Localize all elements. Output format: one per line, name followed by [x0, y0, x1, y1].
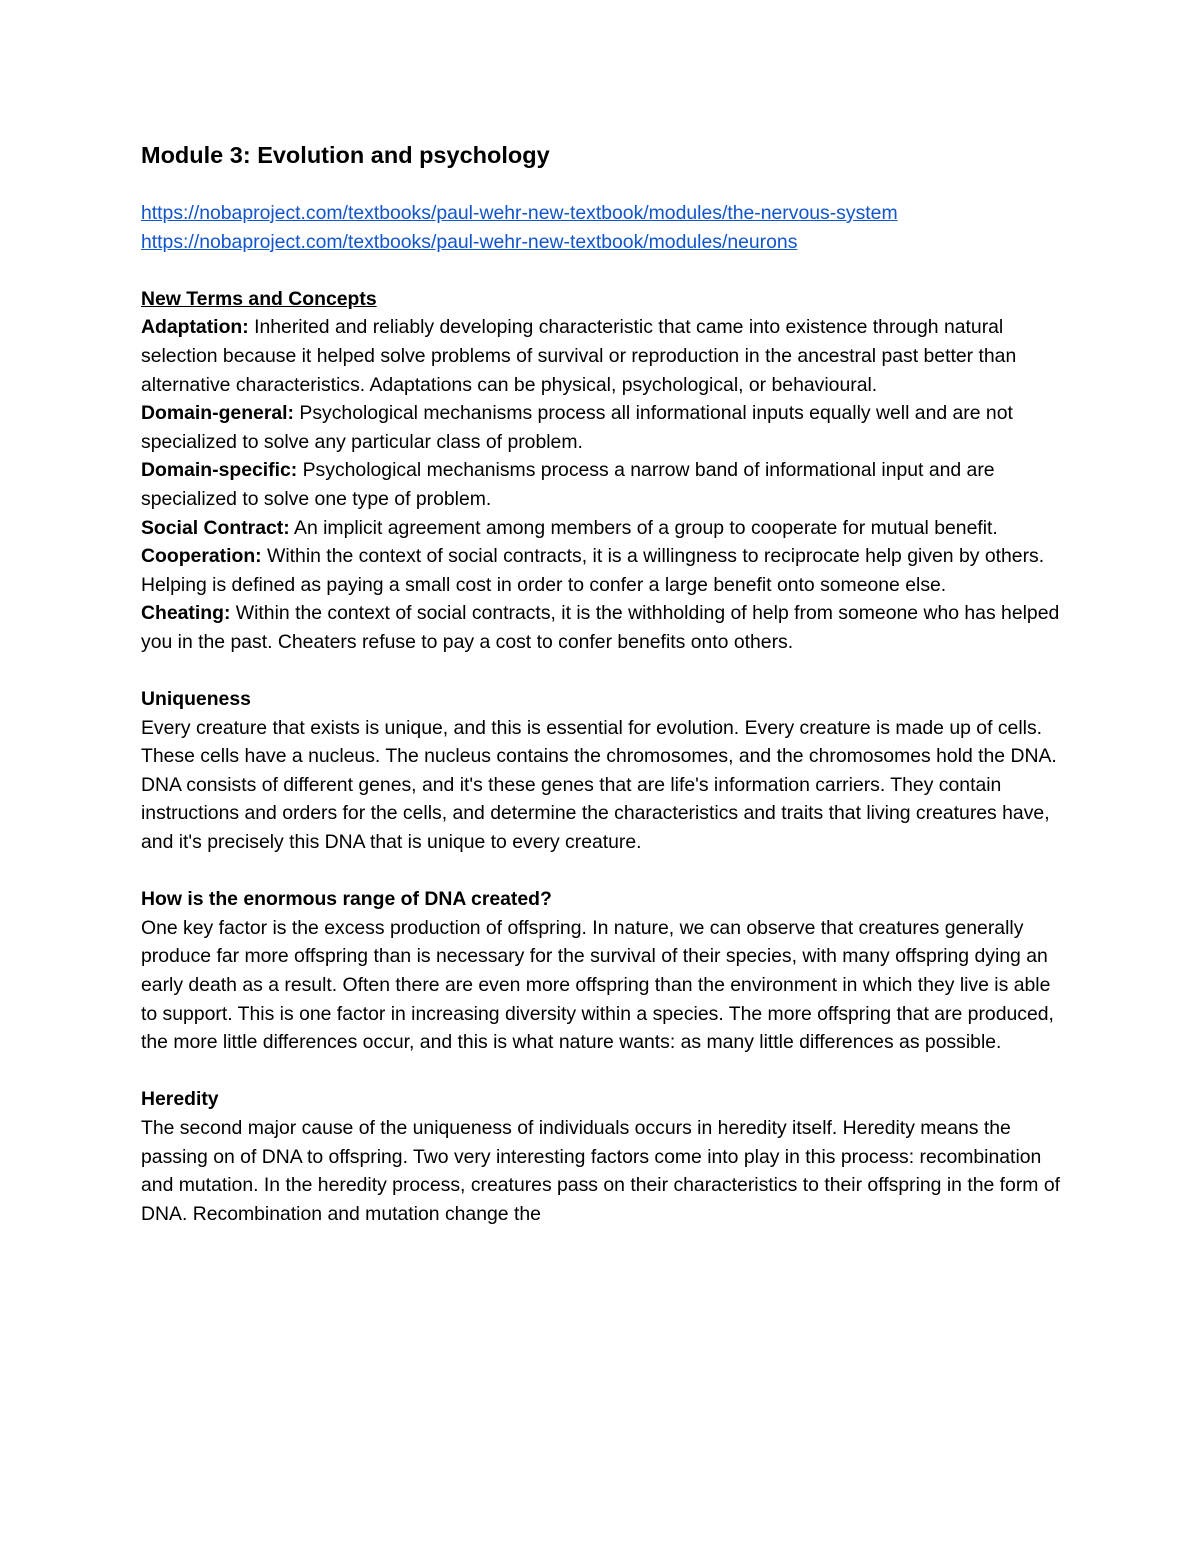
- section-body: Every creature that exists is unique, and this is essential for evolution. Every creature is made up of cells. These cells have a nucleus. The nucleus contains the chromosomes, and the chromosomes hold the DNA. DNA consists of different genes, and it's these genes that are life's information carriers. They contain instructions and orders for the cells, and determine the characteristics and traits that living creatures have, and it's precisely this DNA that is unique to every creature.: [141, 716, 1057, 854]
- section-heading: Heredity: [141, 1088, 219, 1111]
- term-definition: Psychological mechanisms process a narrow band of informational input and are specialized to solve one type of problem.: [141, 459, 995, 510]
- terms-section: [141, 285, 1061, 657]
- spacer: [141, 256, 1061, 285]
- term-label: Domain-general:: [141, 402, 294, 425]
- term-entry: [141, 456, 1061, 513]
- term-entry: [141, 599, 1061, 656]
- section-body: The second major cause of the uniqueness of individuals occurs in heredity itself. Heredity means the passing on of DNA to offspring. Two very interesting factors come into play in this process: recombination and mutation. In the heredity process, creatures pass on their characteristics to their offspring in the form of DNA. Recombination and mutation change the: [141, 1117, 1061, 1225]
- term-entry: [141, 399, 1061, 456]
- document-title: Module 3: Evolution and psychology: [141, 142, 550, 168]
- section-uniqueness: [141, 685, 1061, 857]
- term-label: Cheating:: [141, 602, 231, 625]
- term-entry: [141, 542, 1061, 599]
- link-nervous-system[interactable]: https://nobaproject.com/textbooks/paul-wehr-new-textbook/modules/the-nervous-system: [141, 202, 898, 224]
- term-definition: Psychological mechanisms process all informational inputs equally well and are not specialized to solve any particular class of problem.: [141, 402, 1013, 453]
- term-label: Social Contract:: [141, 516, 290, 539]
- term-definition: An implicit agreement among members of a group to cooperate for mutual benefit.: [289, 516, 998, 539]
- section-heading: Uniqueness: [141, 688, 251, 711]
- spacer: [141, 1057, 1061, 1086]
- section-body: One key factor is the excess production of offspring. In nature, we can observe that creatures generally produce far more offspring than is necessary for the survival of their species, with many offspring dying an early death as a result. Often there are even more offspring than the environment in which they live is able to support. This is one factor in increasing diversity within a species. The more offspring that are produced, the more little differences occur, and this is what nature wants: as many little differences as possible.: [141, 916, 1054, 1054]
- term-definition: Inherited and reliably developing characteristic that came into existence through natural selection because it helped solve problems of survival or reproduction in the ancestral past better than alternative characteristics. Adaptations can be physical, psychological, or behavioural.: [141, 316, 1017, 396]
- term-label: Adaptation:: [141, 316, 249, 339]
- section-heading: How is the enormous range of DNA created?: [141, 888, 552, 911]
- term-definition: Within the context of social contracts, it is the withholding of help from someone who has helped you in the past. Cheaters refuse to pay a cost to confer benefits onto others.: [141, 602, 1060, 653]
- term-label: Domain-specific:: [141, 459, 298, 482]
- spacer: [141, 857, 1061, 886]
- spacer: [141, 657, 1061, 686]
- section-dna-range: [141, 885, 1061, 1057]
- term-definition: Within the context of social contracts, it is a willingness to reciprocate help given by others. Helping is defined as paying a small cost in order to confer a large benefit onto someone else.: [141, 545, 1045, 596]
- terms-heading: New Terms and Concepts: [141, 287, 377, 310]
- link-neurons[interactable]: https://nobaproject.com/textbooks/paul-wehr-new-textbook/modules/neurons: [141, 230, 798, 253]
- term-entry: [141, 514, 1061, 543]
- reference-links: [141, 199, 1061, 256]
- section-heredity: [141, 1085, 1061, 1228]
- document-body: [141, 138, 1061, 1228]
- term-label: Cooperation:: [141, 545, 262, 568]
- term-entry: [141, 313, 1061, 399]
